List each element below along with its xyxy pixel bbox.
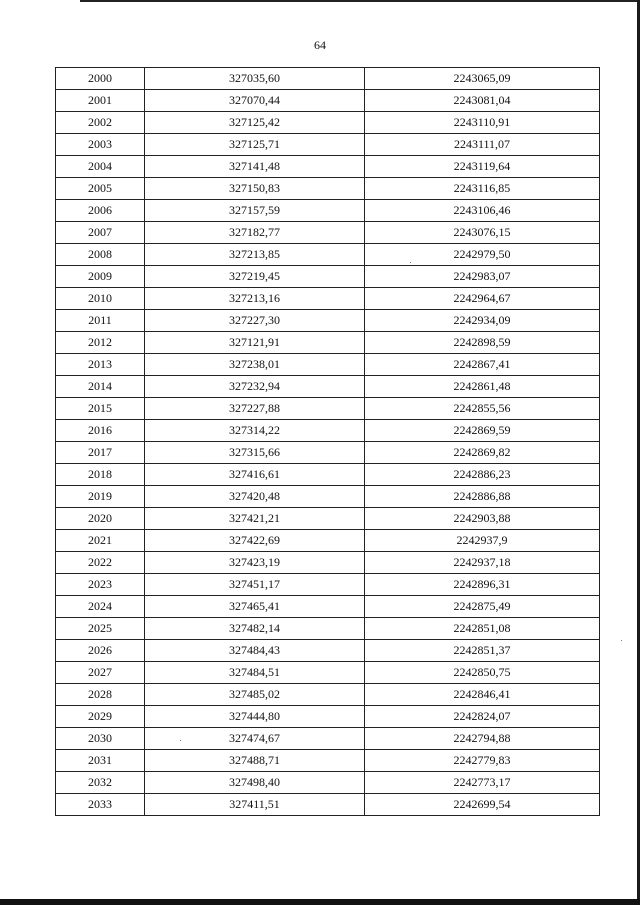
- value-b-cell: 2242773,17: [365, 772, 600, 794]
- value-b-cell: 2242851,08: [365, 618, 600, 640]
- table-row: [56, 156, 600, 178]
- value-b-cell: 2242851,37: [365, 640, 600, 662]
- value-a-cell: 327314,22: [145, 420, 365, 442]
- year-cell: 2010: [56, 288, 145, 310]
- table-row: [56, 354, 600, 376]
- value-a-cell: 327422,69: [145, 530, 365, 552]
- year-cell: 2013: [56, 354, 145, 376]
- year-cell: 2030: [56, 728, 145, 750]
- table-body: [56, 68, 600, 816]
- value-b-cell: 2242699,54: [365, 794, 600, 816]
- page-number: 64: [314, 38, 326, 52]
- table-row: [56, 530, 600, 552]
- table-row: [56, 222, 600, 244]
- value-a-cell: 327411,51: [145, 794, 365, 816]
- table-row: [56, 134, 600, 156]
- year-cell: 2032: [56, 772, 145, 794]
- value-a-cell: 327451,17: [145, 574, 365, 596]
- year-cell: 2016: [56, 420, 145, 442]
- year-cell: 2029: [56, 706, 145, 728]
- table-row: [56, 178, 600, 200]
- value-a-cell: 327035,60: [145, 68, 365, 90]
- value-b-cell: 2242898,59: [365, 332, 600, 354]
- value-b-cell: 2243106,46: [365, 200, 600, 222]
- value-a-cell: 327125,71: [145, 134, 365, 156]
- value-b-cell: 2242979,50: [365, 244, 600, 266]
- value-a-cell: 327232,94: [145, 376, 365, 398]
- scan-edge-bottom: [0, 899, 640, 905]
- value-a-cell: 327141,48: [145, 156, 365, 178]
- year-cell: 2012: [56, 332, 145, 354]
- value-b-cell: 2242886,88: [365, 486, 600, 508]
- year-cell: 2026: [56, 640, 145, 662]
- year-cell: 2028: [56, 684, 145, 706]
- table-row: [56, 596, 600, 618]
- value-a-cell: 327227,30: [145, 310, 365, 332]
- year-cell: 2017: [56, 442, 145, 464]
- year-cell: 2022: [56, 552, 145, 574]
- value-a-cell: 327482,14: [145, 618, 365, 640]
- value-a-cell: 327150,83: [145, 178, 365, 200]
- value-a-cell: 327465,41: [145, 596, 365, 618]
- value-b-cell: 2242869,82: [365, 442, 600, 464]
- table-row: [56, 794, 600, 816]
- table-row: [56, 552, 600, 574]
- year-cell: 2004: [56, 156, 145, 178]
- value-b-cell: 2242779,83: [365, 750, 600, 772]
- year-cell: 2031: [56, 750, 145, 772]
- table-row: [56, 310, 600, 332]
- table-row: [56, 266, 600, 288]
- value-a-cell: 327157,59: [145, 200, 365, 222]
- value-a-cell: 327213,85: [145, 244, 365, 266]
- value-a-cell: 327238,01: [145, 354, 365, 376]
- value-a-cell: 327121,91: [145, 332, 365, 354]
- value-a-cell: 327219,45: [145, 266, 365, 288]
- table-row: [56, 376, 600, 398]
- year-cell: 2027: [56, 662, 145, 684]
- table-row: [56, 706, 600, 728]
- value-a-cell: 327416,61: [145, 464, 365, 486]
- value-b-cell: 2242983,07: [365, 266, 600, 288]
- value-b-cell: 2243119,64: [365, 156, 600, 178]
- value-b-cell: 2243110,91: [365, 112, 600, 134]
- table-row: [56, 508, 600, 530]
- value-a-cell: 327315,66: [145, 442, 365, 464]
- value-b-cell: 2243116,85: [365, 178, 600, 200]
- coordinates-table: [55, 67, 600, 816]
- year-cell: 2015: [56, 398, 145, 420]
- value-b-cell: 2242824,07: [365, 706, 600, 728]
- year-cell: 2011: [56, 310, 145, 332]
- table-row: [56, 442, 600, 464]
- value-b-cell: 2242934,09: [365, 310, 600, 332]
- table-row: [56, 486, 600, 508]
- value-b-cell: 2242937,9: [365, 530, 600, 552]
- value-b-cell: 2242875,49: [365, 596, 600, 618]
- value-b-cell: 2243076,15: [365, 222, 600, 244]
- year-cell: 2005: [56, 178, 145, 200]
- year-cell: 2033: [56, 794, 145, 816]
- value-a-cell: 327423,19: [145, 552, 365, 574]
- table-row: [56, 90, 600, 112]
- value-a-cell: 327485,02: [145, 684, 365, 706]
- value-b-cell: 2242886,23: [365, 464, 600, 486]
- year-cell: 2008: [56, 244, 145, 266]
- year-cell: 2025: [56, 618, 145, 640]
- table-row: [56, 750, 600, 772]
- table-row: [56, 244, 600, 266]
- value-b-cell: 2242937,18: [365, 552, 600, 574]
- value-b-cell: 2242846,41: [365, 684, 600, 706]
- table-row: [56, 728, 600, 750]
- value-a-cell: 327125,42: [145, 112, 365, 134]
- table-row: [56, 68, 600, 90]
- value-a-cell: 327227,88: [145, 398, 365, 420]
- value-a-cell: 327484,43: [145, 640, 365, 662]
- value-a-cell: 327420,48: [145, 486, 365, 508]
- table-row: [56, 288, 600, 310]
- year-cell: 2000: [56, 68, 145, 90]
- table-row: [56, 772, 600, 794]
- year-cell: 2007: [56, 222, 145, 244]
- value-b-cell: 2242896,31: [365, 574, 600, 596]
- value-a-cell: 327421,21: [145, 508, 365, 530]
- value-a-cell: 327182,77: [145, 222, 365, 244]
- value-b-cell: 2242855,56: [365, 398, 600, 420]
- year-cell: 2001: [56, 90, 145, 112]
- table-row: [56, 574, 600, 596]
- value-b-cell: 2242850,75: [365, 662, 600, 684]
- year-cell: 2023: [56, 574, 145, 596]
- value-a-cell: 327484,51: [145, 662, 365, 684]
- table-row: [56, 464, 600, 486]
- year-cell: 2002: [56, 112, 145, 134]
- value-a-cell: 327488,71: [145, 750, 365, 772]
- value-b-cell: 2242867,41: [365, 354, 600, 376]
- value-b-cell: 2242861,48: [365, 376, 600, 398]
- year-cell: 2003: [56, 134, 145, 156]
- table-row: [56, 420, 600, 442]
- table-row: [56, 398, 600, 420]
- value-a-cell: 327070,44: [145, 90, 365, 112]
- year-cell: 2021: [56, 530, 145, 552]
- value-b-cell: 2242903,88: [365, 508, 600, 530]
- value-a-cell: 327498,40: [145, 772, 365, 794]
- year-cell: 2019: [56, 486, 145, 508]
- table-row: [56, 640, 600, 662]
- scan-speck: [621, 640, 622, 641]
- scan-edge-top: [80, 0, 640, 2]
- table-row: [56, 684, 600, 706]
- year-cell: 2006: [56, 200, 145, 222]
- value-b-cell: 2242964,67: [365, 288, 600, 310]
- table-row: [56, 200, 600, 222]
- value-b-cell: 2242869,59: [365, 420, 600, 442]
- table-row: [56, 332, 600, 354]
- value-b-cell: 2243065,09: [365, 68, 600, 90]
- table-row: [56, 662, 600, 684]
- table-row: [56, 618, 600, 640]
- value-a-cell: 327444,80: [145, 706, 365, 728]
- year-cell: 2020: [56, 508, 145, 530]
- value-b-cell: 2242794,88: [365, 728, 600, 750]
- value-b-cell: 2243081,04: [365, 90, 600, 112]
- year-cell: 2018: [56, 464, 145, 486]
- table-row: [56, 112, 600, 134]
- value-a-cell: 327213,16: [145, 288, 365, 310]
- year-cell: 2024: [56, 596, 145, 618]
- value-a-cell: 327474,67: [145, 728, 365, 750]
- year-cell: 2009: [56, 266, 145, 288]
- value-b-cell: 2243111,07: [365, 134, 600, 156]
- year-cell: 2014: [56, 376, 145, 398]
